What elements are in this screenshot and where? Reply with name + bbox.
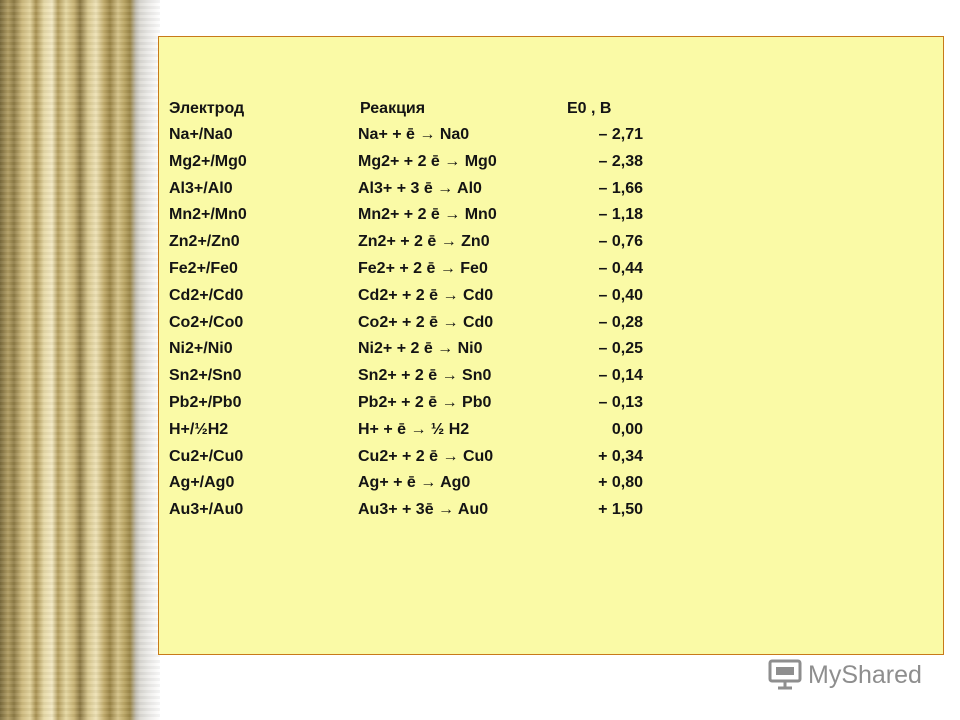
header-potential: E0 , B — [567, 100, 612, 117]
table-row — [159, 122, 943, 148]
electrode-cell: Ag+/Ag0 — [169, 474, 235, 492]
reaction-cell: Cu2+ + 2 ē → Cu0 — [358, 447, 494, 465]
electrode-cell: Ni2+/Ni0 — [169, 340, 233, 358]
header-electrode: Электрод — [169, 100, 245, 117]
potential-cell: – 2,38 — [598, 152, 643, 170]
reaction-cell: Zn2+ + 2 ē → Zn0 — [358, 233, 490, 251]
reaction-cell: H+ + ē → ½ H2 — [358, 420, 470, 438]
table-row — [159, 444, 943, 470]
electrode-cell: Sn2+/Sn0 — [169, 367, 242, 385]
myshared-watermark — [768, 656, 938, 696]
potential-cell: – 2,71 — [598, 126, 643, 143]
table-header-row — [159, 96, 943, 122]
potential-cell: – 1,18 — [598, 206, 643, 224]
table-row — [159, 149, 943, 175]
table-row — [159, 417, 943, 443]
potential-cell: + 1,50 — [598, 501, 643, 519]
electrode-cell: Zn2+/Zn0 — [169, 233, 240, 251]
electrode-cell: Au3+/Au0 — [169, 501, 244, 519]
electrode-cell: H+/½H2 — [169, 420, 229, 438]
potential-cell: 0,00 — [611, 420, 643, 438]
electrode-cell: Mg2+/Mg0 — [169, 152, 247, 170]
reaction-cell: Mn2+ + 2 ē → Mn0 — [358, 206, 497, 224]
reaction-cell: Al3+ + 3 ē → Al0 — [358, 179, 482, 197]
table-row — [159, 390, 943, 416]
table-row — [159, 336, 943, 362]
table-row — [159, 256, 943, 282]
presentation-board-icon — [768, 658, 802, 690]
electrode-cell: Cd2+/Cd0 — [169, 286, 244, 304]
table-row — [159, 283, 943, 309]
potential-cell: – 0,28 — [598, 313, 643, 331]
reaction-cell: Na+ + ē → Na0 — [358, 126, 470, 143]
potential-cell: – 0,40 — [598, 286, 643, 304]
electrode-cell: Co2+/Co0 — [169, 313, 244, 331]
electrode-cell: Pb2+/Pb0 — [169, 394, 242, 411]
electrode-cell: Cu2+/Cu0 — [169, 447, 244, 465]
reaction-cell: Co2+ + 2 ē → Cd0 — [358, 313, 494, 331]
electrode-cell: Mn2+/Mn0 — [169, 206, 247, 224]
potential-cell: – 0,14 — [598, 367, 643, 385]
reaction-cell: Cd2+ + 2 ē → Cd0 — [358, 286, 494, 304]
slide-content-panel — [158, 36, 944, 655]
potential-cell: + 0,34 — [598, 447, 643, 465]
table-row — [159, 229, 943, 255]
decorative-side-band — [0, 0, 160, 720]
table-row — [159, 310, 943, 336]
potential-cell: – 0,13 — [598, 394, 643, 411]
reaction-cell: Ag+ + ē → Ag0 — [358, 474, 471, 492]
electrode-cell: Al3+/Al0 — [169, 179, 233, 197]
potential-cell: + 0,80 — [598, 474, 643, 492]
electrode-cell: Fe2+/Fe0 — [169, 260, 238, 277]
reaction-cell: Au3+ + 3ē → Au0 — [358, 501, 489, 519]
table-row — [159, 202, 943, 228]
reaction-cell: Fe2+ + 2 ē → Fe0 — [358, 260, 488, 277]
reaction-cell: Pb2+ + 2 ē → Pb0 — [358, 394, 492, 411]
potential-cell: – 1,66 — [598, 179, 643, 197]
table-row — [159, 497, 943, 523]
reaction-cell: Ni2+ + 2 ē → Ni0 — [358, 340, 483, 358]
potential-cell: – 0,25 — [598, 340, 643, 358]
table-row — [159, 176, 943, 202]
electrode-cell: Na+/Na0 — [169, 126, 233, 143]
potential-cell: – 0,76 — [598, 233, 643, 251]
table-row — [159, 470, 943, 496]
reaction-cell: Mg2+ + 2 ē → Mg0 — [358, 152, 497, 170]
reaction-cell: Sn2+ + 2 ē → Sn0 — [358, 367, 492, 385]
watermark-text: MyShared — [808, 661, 922, 689]
header-reaction: Реакция — [360, 100, 426, 117]
potential-cell: – 0,44 — [598, 260, 643, 277]
table-row — [159, 363, 943, 389]
